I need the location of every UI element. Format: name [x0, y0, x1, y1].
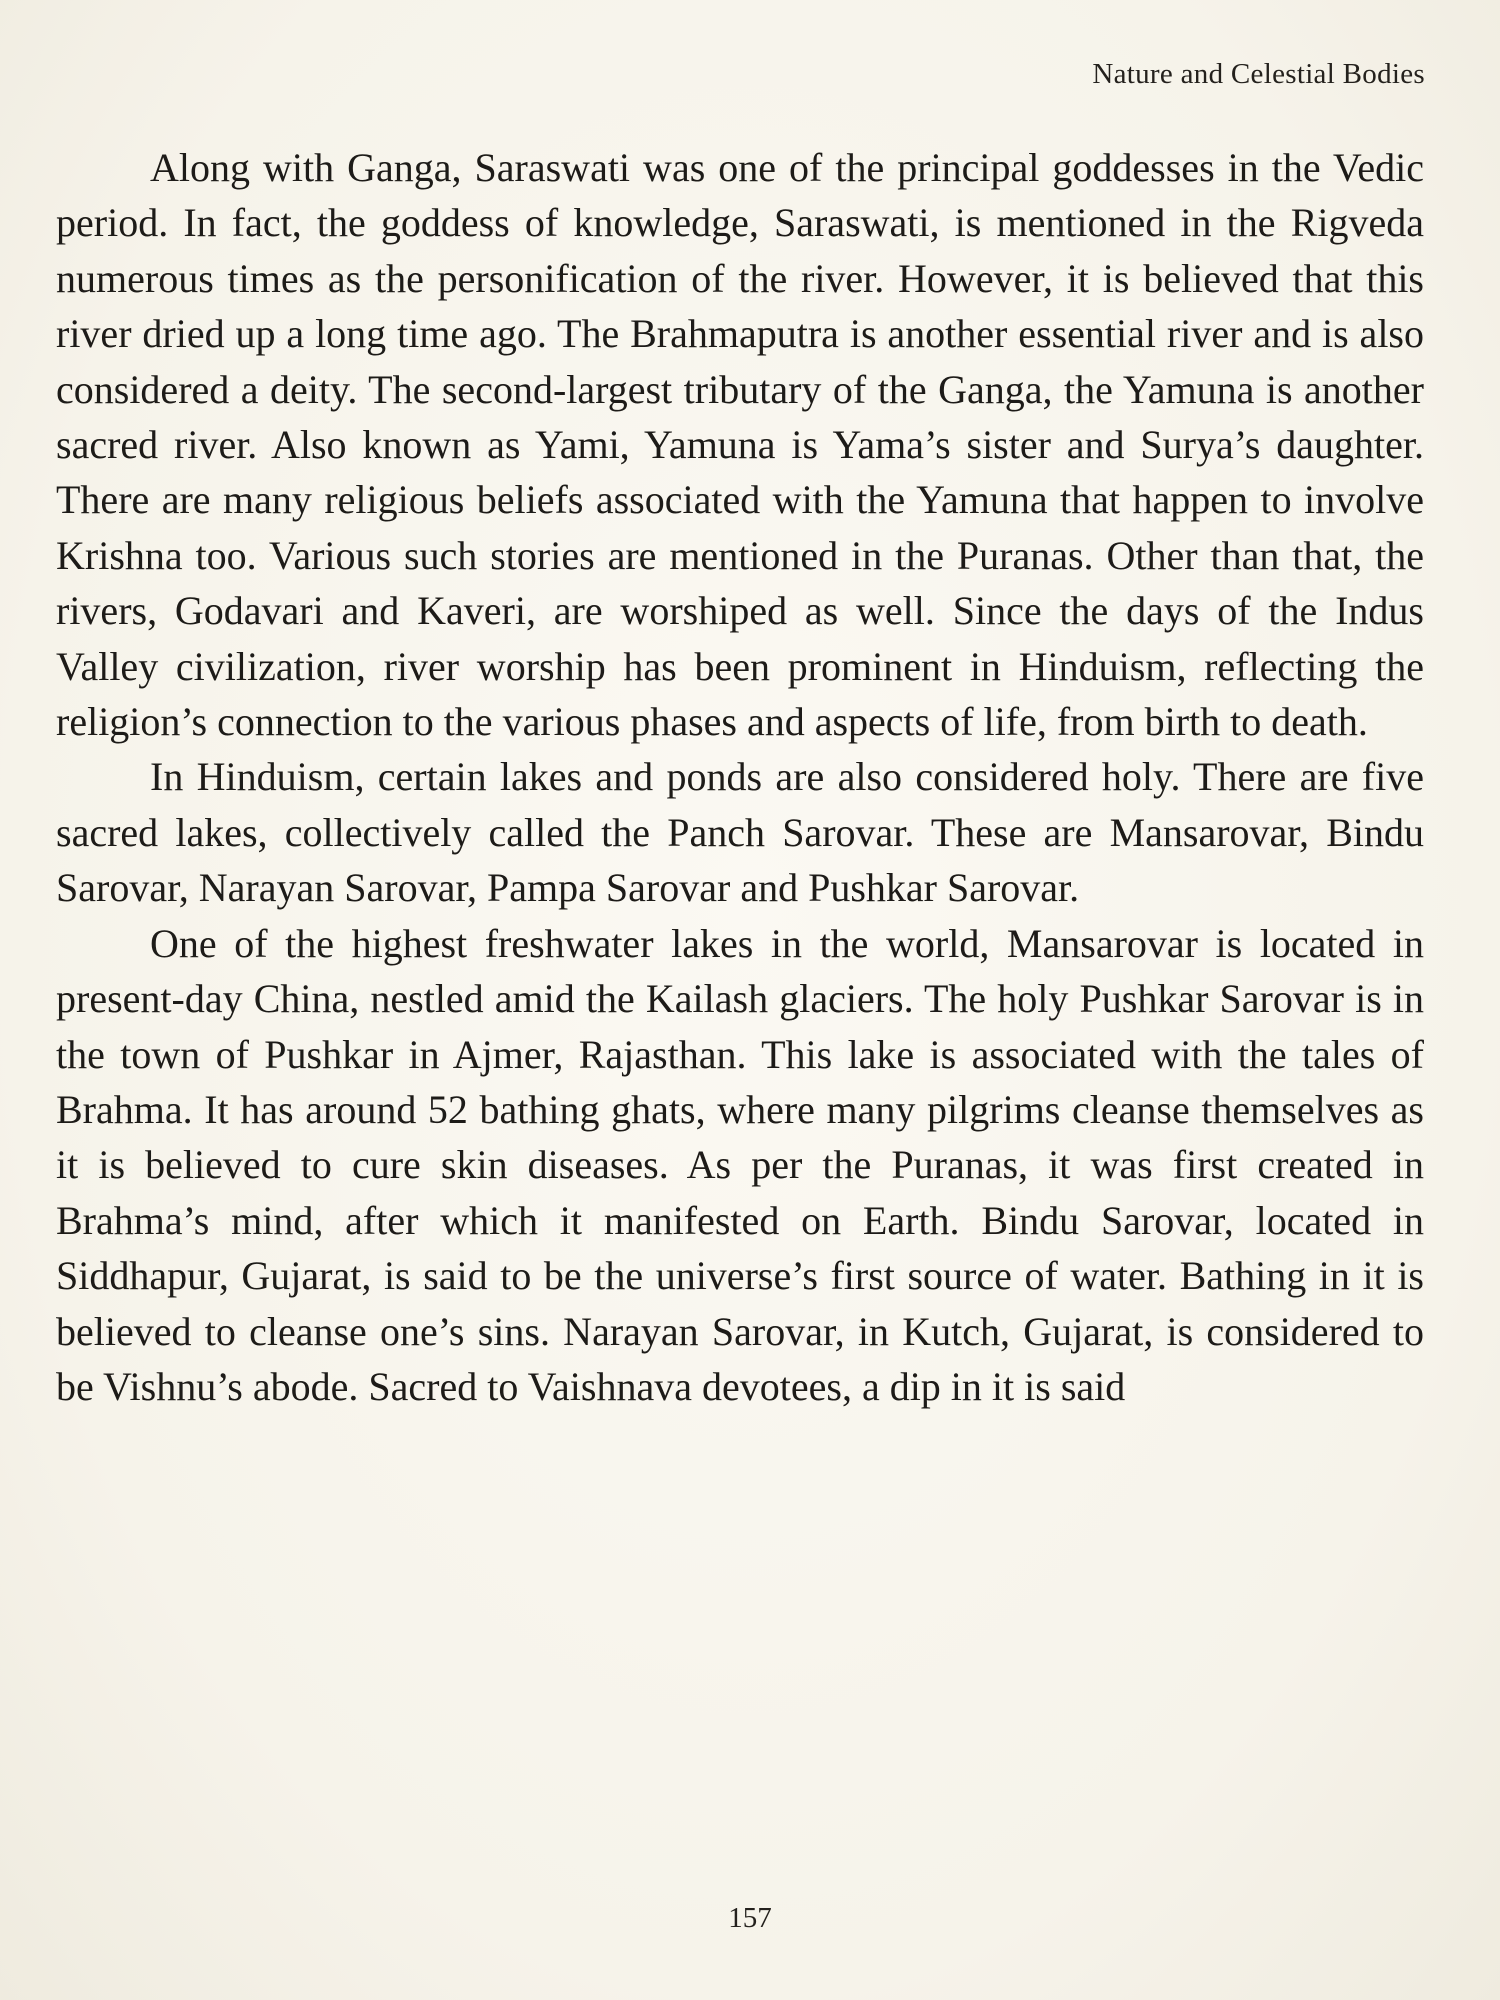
- running-head: Nature and Celestial Bodies: [1092, 58, 1425, 90]
- page-number: 157: [728, 1902, 772, 1934]
- paragraph-rivers: Along with Ganga, Saraswati was one of the principal goddesses in the Vedic period. In fact, the goddess of knowledge, Saraswati, is mentioned in the Rigveda numerous times as the personification of the river. However, it is believed that this river dried up a long time ago. The Brahmaputra is another essential river and is also considered a deity. The second-largest tributary of the Ganga, the Yamuna is another sacred river. Also known as Yami, Yamuna is Yama’s sister and Surya’s daughter. There are many religious beliefs associated with the Yamuna that happen to involve Krishna too. Various such stories are mentioned in the Puranas. Other than that, the rivers, Godavari and Kaveri, are worshiped as well. Since the days of the Indus Valley civilization, river worship has been prominent in Hinduism, reflecting the religion’s connection to the various phases and aspects of life, from birth to death.: [56, 145, 1424, 745]
- body-text: [56, 140, 1424, 1414]
- paragraph-lakes: In Hinduism, certain lakes and ponds are also considered holy. There are five sacred lakes, collectively called the Panch Sarovar. These are Mansarovar, Bindu Sarovar, Narayan Sarovar, Pampa Sarovar and Pushkar Sarovar.: [56, 754, 1424, 911]
- paragraph-mansarovar: One of the highest freshwater lakes in the world, Mansarovar is located in present-day China, nestled amid the Kailash glaciers. The holy Pushkar Sarovar is in the town of Pushkar in Ajmer, Rajasthan. This lake is associated with the tales of Brahma. It has around 52 bathing ghats, where many pilgrims cleanse themselves as it is believed to cure skin diseases. As per the Puranas, it was first created in Brahma’s mind, after which it manifested on Earth. Bindu Sarovar, located in Siddhapur, Gujarat, is said to be the universe’s first source of water. Bathing in it is believed to cleanse one’s sins. Narayan Sarovar, in Kutch, Gujarat, is considered to be Vishnu’s abode. Sacred to Vaishnava devotees, a dip in it is said: [56, 920, 1424, 1409]
